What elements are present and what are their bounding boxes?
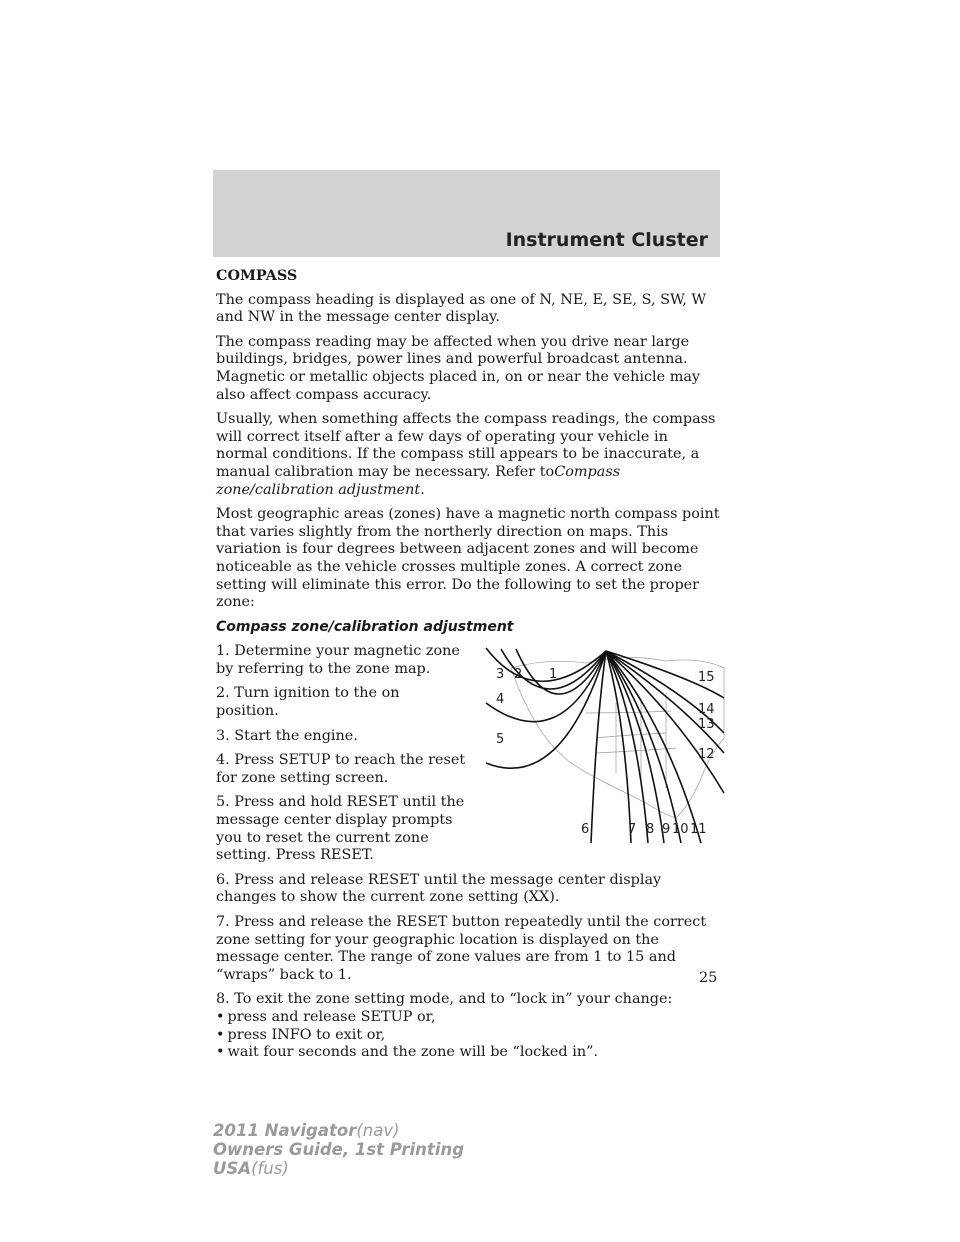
step-6: 6. Press and release RESET until the message center display changes to show the current zone setting (XX). <box>216 871 662 906</box>
step-2: 2. Turn ignition to the on position. <box>216 685 400 720</box>
zone-label-9: 9 <box>662 822 671 838</box>
compass-paragraph-3-end: . <box>420 481 425 498</box>
footer-model-code: (nav) <box>356 1121 400 1140</box>
zone-label-10: 10 <box>672 822 689 838</box>
step-1: 1. Determine your magnetic zone by referring to the zone map. <box>216 643 460 677</box>
zone-label-14: 14 <box>698 702 715 718</box>
section-header-band <box>213 170 720 257</box>
page-content <box>216 267 722 1062</box>
step-7: 7. Press and release the RESET button repeatedly until the correct zone setting for your geographic location is displayed on the message center. The range of zone values are from 1 to 15 and “wraps” back to 1. <box>216 914 707 983</box>
compass-paragraph-4: Most geographic areas (zones) have a magnetic north compass point that varies slightly from the northerly direction on maps. This variation is four degrees between adjacent zones and will become noticeable as the vehicle crosses multiple zones. A correct zone setting will eliminate this error. Do the following to set the proper zone: <box>216 506 720 611</box>
footer-market: USA <box>213 1159 252 1178</box>
calibration-heading: Compass zone/calibration adjustment <box>216 618 514 635</box>
zone-label-12: 12 <box>698 747 715 763</box>
exit-options-list <box>216 1009 722 1062</box>
page-number: 25 <box>699 970 718 986</box>
step-3: 3. Start the engine. <box>216 727 358 744</box>
compass-paragraph-2: The compass reading may be affected when you drive near large buildings, bridges, power lines and powerful broadcast antenna. Magnetic or metallic objects placed in, on or near the vehicle may also affect compass accuracy. <box>216 333 701 403</box>
compass-paragraph-3 <box>216 411 722 499</box>
zone-label-7: 7 <box>628 822 637 838</box>
footer-printing: Owners Guide, 1st Printing <box>213 1140 465 1159</box>
step-4: 4. Press SETUP to reach the reset for zone setting screen. <box>216 752 466 786</box>
footer-model: 2011 Navigator <box>213 1121 357 1140</box>
zone-label-4: 4 <box>496 692 505 708</box>
exit-option-item: • press and release SETUP or, <box>216 1009 722 1027</box>
zone-map <box>476 643 726 843</box>
section-title: Instrument Cluster <box>505 229 708 251</box>
compass-heading: COMPASS <box>216 267 298 284</box>
zone-label-3: 3 <box>496 667 505 683</box>
zone-label-8: 8 <box>646 822 655 838</box>
zone-label-2: 2 <box>514 667 523 683</box>
footer-line-3 <box>213 1159 464 1178</box>
footer-line-1 <box>213 1121 464 1140</box>
zone-label-6: 6 <box>581 822 590 838</box>
step-8: 8. To exit the zone setting mode, and to “lock in” your change: <box>216 991 673 1008</box>
step-5: 5. Press and hold RESET until the message center display prompts you to reset the current zone setting. Press RESET. <box>216 794 465 864</box>
calibration-steps <box>216 643 722 865</box>
zone-label-11: 11 <box>690 822 707 838</box>
zone-label-1: 1 <box>549 667 558 683</box>
zone-label-15: 15 <box>698 670 715 686</box>
exit-option-item: • press INFO to exit or, <box>216 1027 722 1045</box>
zone-label-5: 5 <box>496 732 505 748</box>
compass-paragraph-1: The compass heading is displayed as one of N, NE, E, SE, S, SW, W and NW in the message center display. <box>216 291 707 326</box>
footer-market-code: (fus) <box>251 1159 289 1178</box>
footer <box>213 1121 464 1178</box>
footer-line-2 <box>213 1140 464 1159</box>
calibration-reference: Compass zone/calibration adjustment <box>216 463 621 498</box>
zone-label-13: 13 <box>698 717 715 733</box>
exit-option-item: • wait four seconds and the zone will be “locked in”. <box>216 1044 722 1062</box>
compass-paragraph-3-text: Usually, when something affects the compass readings, the compass will correct itself after a few days of operating your vehicle in normal conditions. If the compass still appears to be inaccurate, a manual calibration may be necessary. Refer to <box>216 411 716 480</box>
